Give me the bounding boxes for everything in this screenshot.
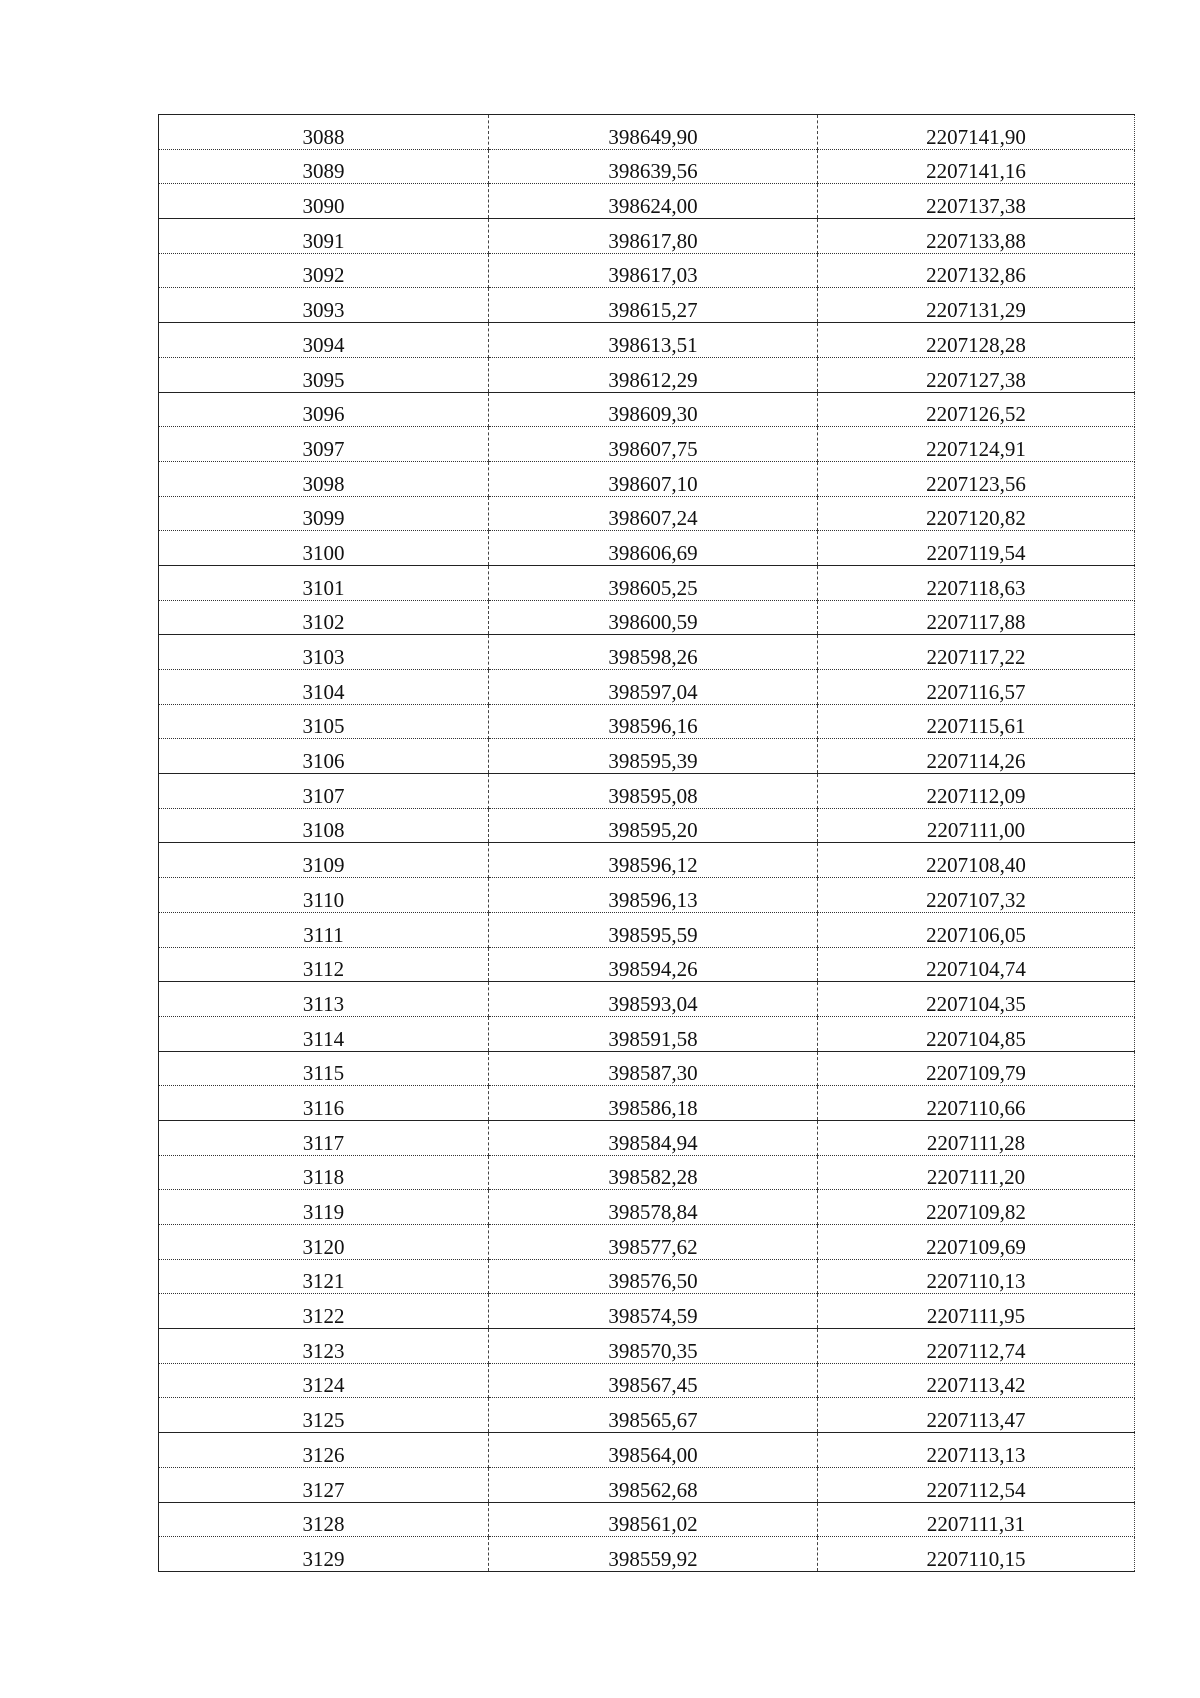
x-coordinate-cell: 398639,56 [489,149,818,184]
table-row [159,565,1135,600]
x-coordinate-cell: 398567,45 [489,1363,818,1398]
coordinates-table [158,114,1135,1572]
y-coordinate-cell: 2207111,31 [818,1502,1135,1537]
x-coordinate-cell: 398594,26 [489,947,818,982]
y-coordinate-cell: 2207118,63 [818,565,1135,600]
point-number-cell: 3092 [159,253,489,288]
point-number-cell: 3128 [159,1502,489,1537]
x-coordinate-cell: 398607,75 [489,427,818,462]
point-number-cell: 3090 [159,184,489,219]
y-coordinate-cell: 2207104,74 [818,947,1135,982]
point-number-cell: 3089 [159,149,489,184]
point-number-cell: 3122 [159,1294,489,1329]
y-coordinate-cell: 2207104,35 [818,982,1135,1017]
y-coordinate-cell: 2207111,20 [818,1155,1135,1190]
table-row [159,1363,1135,1398]
y-coordinate-cell: 2207110,13 [818,1259,1135,1294]
x-coordinate-cell: 398593,04 [489,982,818,1017]
y-coordinate-cell: 2207132,86 [818,253,1135,288]
table-row [159,1120,1135,1155]
x-coordinate-cell: 398591,58 [489,1016,818,1051]
table-row [159,184,1135,219]
point-number-cell: 3124 [159,1363,489,1398]
point-number-cell: 3118 [159,1155,489,1190]
point-number-cell: 3108 [159,808,489,843]
y-coordinate-cell: 2207127,38 [818,357,1135,392]
point-number-cell: 3097 [159,427,489,462]
y-coordinate-cell: 2207109,69 [818,1225,1135,1260]
x-coordinate-cell: 398586,18 [489,1086,818,1121]
coordinates-table-body [159,115,1135,1572]
table-row [159,1467,1135,1502]
y-coordinate-cell: 2207119,54 [818,531,1135,566]
point-number-cell: 3115 [159,1051,489,1086]
x-coordinate-cell: 398564,00 [489,1433,818,1468]
y-coordinate-cell: 2207141,16 [818,149,1135,184]
point-number-cell: 3095 [159,357,489,392]
x-coordinate-cell: 398605,25 [489,565,818,600]
x-coordinate-cell: 398612,29 [489,357,818,392]
x-coordinate-cell: 398595,20 [489,808,818,843]
table-row [159,635,1135,670]
table-row [159,982,1135,1017]
point-number-cell: 3105 [159,704,489,739]
x-coordinate-cell: 398584,94 [489,1120,818,1155]
x-coordinate-cell: 398577,62 [489,1225,818,1260]
y-coordinate-cell: 2207104,85 [818,1016,1135,1051]
x-coordinate-cell: 398595,39 [489,739,818,774]
table-row [159,1225,1135,1260]
y-coordinate-cell: 2207110,66 [818,1086,1135,1121]
table-row [159,1259,1135,1294]
table-row [159,496,1135,531]
y-coordinate-cell: 2207120,82 [818,496,1135,531]
point-number-cell: 3113 [159,982,489,1017]
point-number-cell: 3088 [159,115,489,150]
point-number-cell: 3114 [159,1016,489,1051]
y-coordinate-cell: 2207141,90 [818,115,1135,150]
table-row [159,1051,1135,1086]
x-coordinate-cell: 398595,08 [489,774,818,809]
table-row [159,392,1135,427]
y-coordinate-cell: 2207137,38 [818,184,1135,219]
point-number-cell: 3094 [159,323,489,358]
y-coordinate-cell: 2207123,56 [818,461,1135,496]
y-coordinate-cell: 2207113,47 [818,1398,1135,1433]
y-coordinate-cell: 2207113,42 [818,1363,1135,1398]
x-coordinate-cell: 398609,30 [489,392,818,427]
table-row [159,1155,1135,1190]
x-coordinate-cell: 398578,84 [489,1190,818,1225]
x-coordinate-cell: 398565,67 [489,1398,818,1433]
x-coordinate-cell: 398576,50 [489,1259,818,1294]
table-row [159,739,1135,774]
table-row [159,461,1135,496]
y-coordinate-cell: 2207131,29 [818,288,1135,323]
y-coordinate-cell: 2207116,57 [818,670,1135,705]
y-coordinate-cell: 2207133,88 [818,219,1135,254]
point-number-cell: 3093 [159,288,489,323]
y-coordinate-cell: 2207112,09 [818,774,1135,809]
table-row [159,843,1135,878]
x-coordinate-cell: 398596,13 [489,878,818,913]
table-row [159,704,1135,739]
x-coordinate-cell: 398559,92 [489,1537,818,1572]
table-row [159,253,1135,288]
point-number-cell: 3107 [159,774,489,809]
table-row [159,219,1135,254]
y-coordinate-cell: 2207111,28 [818,1120,1135,1155]
x-coordinate-cell: 398624,00 [489,184,818,219]
point-number-cell: 3126 [159,1433,489,1468]
y-coordinate-cell: 2207111,95 [818,1294,1135,1329]
table-row [159,115,1135,150]
x-coordinate-cell: 398562,68 [489,1467,818,1502]
x-coordinate-cell: 398598,26 [489,635,818,670]
point-number-cell: 3101 [159,565,489,600]
table-row [159,670,1135,705]
point-number-cell: 3109 [159,843,489,878]
table-row [159,600,1135,635]
point-number-cell: 3091 [159,219,489,254]
point-number-cell: 3112 [159,947,489,982]
table-row [159,427,1135,462]
x-coordinate-cell: 398595,59 [489,912,818,947]
point-number-cell: 3121 [159,1259,489,1294]
x-coordinate-cell: 398596,12 [489,843,818,878]
y-coordinate-cell: 2207128,28 [818,323,1135,358]
x-coordinate-cell: 398607,24 [489,496,818,531]
x-coordinate-cell: 398617,03 [489,253,818,288]
x-coordinate-cell: 398613,51 [489,323,818,358]
y-coordinate-cell: 2207109,79 [818,1051,1135,1086]
y-coordinate-cell: 2207112,54 [818,1467,1135,1502]
table-row [159,1329,1135,1364]
y-coordinate-cell: 2207114,26 [818,739,1135,774]
point-number-cell: 3106 [159,739,489,774]
x-coordinate-cell: 398587,30 [489,1051,818,1086]
table-row [159,1016,1135,1051]
point-number-cell: 3098 [159,461,489,496]
point-number-cell: 3127 [159,1467,489,1502]
x-coordinate-cell: 398649,90 [489,115,818,150]
point-number-cell: 3116 [159,1086,489,1121]
table-row [159,774,1135,809]
point-number-cell: 3123 [159,1329,489,1364]
table-row [159,1294,1135,1329]
y-coordinate-cell: 2207106,05 [818,912,1135,947]
table-row [159,1190,1135,1225]
point-number-cell: 3125 [159,1398,489,1433]
table-row [159,1537,1135,1572]
y-coordinate-cell: 2207110,15 [818,1537,1135,1572]
x-coordinate-cell: 398606,69 [489,531,818,566]
point-number-cell: 3129 [159,1537,489,1572]
table-row [159,1502,1135,1537]
y-coordinate-cell: 2207111,00 [818,808,1135,843]
y-coordinate-cell: 2207115,61 [818,704,1135,739]
point-number-cell: 3096 [159,392,489,427]
table-row [159,878,1135,913]
point-number-cell: 3103 [159,635,489,670]
y-coordinate-cell: 2207112,74 [818,1329,1135,1364]
point-number-cell: 3099 [159,496,489,531]
table-row [159,288,1135,323]
y-coordinate-cell: 2207117,22 [818,635,1135,670]
table-row [159,1433,1135,1468]
x-coordinate-cell: 398596,16 [489,704,818,739]
x-coordinate-cell: 398570,35 [489,1329,818,1364]
x-coordinate-cell: 398615,27 [489,288,818,323]
table-row [159,531,1135,566]
point-number-cell: 3120 [159,1225,489,1260]
table-row [159,1398,1135,1433]
point-number-cell: 3102 [159,600,489,635]
y-coordinate-cell: 2207124,91 [818,427,1135,462]
table-row [159,912,1135,947]
point-number-cell: 3110 [159,878,489,913]
x-coordinate-cell: 398600,59 [489,600,818,635]
table-row [159,947,1135,982]
table-row [159,323,1135,358]
x-coordinate-cell: 398582,28 [489,1155,818,1190]
y-coordinate-cell: 2207117,88 [818,600,1135,635]
table-row [159,808,1135,843]
y-coordinate-cell: 2207126,52 [818,392,1135,427]
point-number-cell: 3111 [159,912,489,947]
y-coordinate-cell: 2207108,40 [818,843,1135,878]
y-coordinate-cell: 2207107,32 [818,878,1135,913]
point-number-cell: 3117 [159,1120,489,1155]
point-number-cell: 3100 [159,531,489,566]
y-coordinate-cell: 2207109,82 [818,1190,1135,1225]
x-coordinate-cell: 398574,59 [489,1294,818,1329]
point-number-cell: 3119 [159,1190,489,1225]
x-coordinate-cell: 398607,10 [489,461,818,496]
x-coordinate-cell: 398561,02 [489,1502,818,1537]
point-number-cell: 3104 [159,670,489,705]
x-coordinate-cell: 398617,80 [489,219,818,254]
x-coordinate-cell: 398597,04 [489,670,818,705]
table-row [159,357,1135,392]
table-row [159,149,1135,184]
y-coordinate-cell: 2207113,13 [818,1433,1135,1468]
table-row [159,1086,1135,1121]
